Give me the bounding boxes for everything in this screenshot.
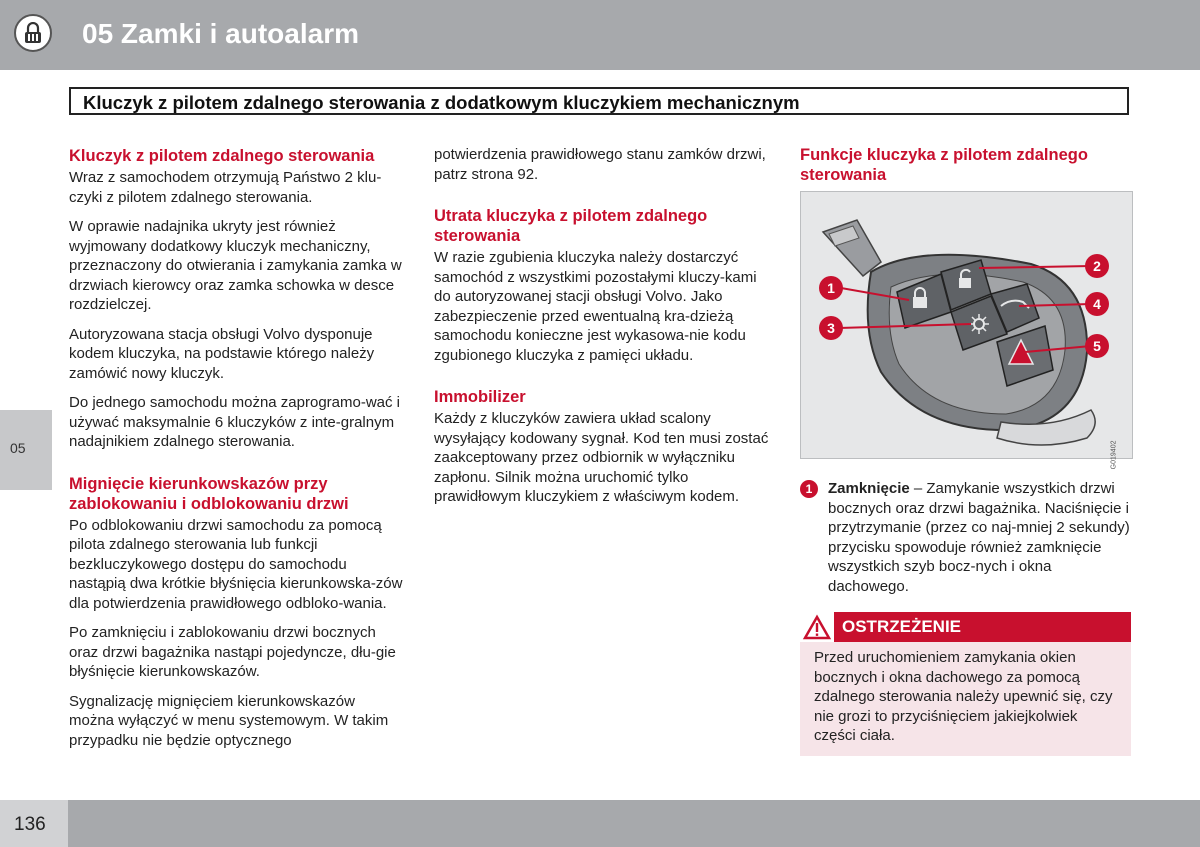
- callout-1-label: 1: [827, 280, 835, 296]
- chapter-side-tab: [0, 410, 52, 490]
- paragraph: Do jednego samochodu można zaprogramo-wać i używać maksymalnie 6 kluczyków z inte-gralnym nadajnikiem zdalnego sterowania.: [69, 394, 401, 450]
- section-title: Kluczyk z pilotem zdalnego sterowania z dodatkowym kluczykiem mechanicznym: [83, 92, 800, 113]
- callout-2: [1085, 254, 1109, 278]
- paragraph: Autoryzowana stacja obsługi Volvo dysponuje kodem kluczyka, na podstawie którego należy zamówić nowy kluczyk.: [69, 325, 375, 382]
- header-bar: [0, 0, 1200, 70]
- callout-2-label: 2: [1093, 258, 1101, 274]
- warning-text: Przed uruchomieniem zamykania okien bocznych i okna dachowego za pomocą zdalnego sterowania należy upewnić się, czy nie grozi to przyciśnięciem jakiejkolwiek części ciała.: [800, 642, 1131, 756]
- key-fob-illustration: [801, 192, 1134, 460]
- lock-icon: [14, 14, 52, 52]
- column-3: [800, 145, 1133, 756]
- warning-triangle-icon: [800, 612, 834, 642]
- callout-number: 1: [800, 480, 818, 498]
- paragraph: Po zamknięciu i zablokowaniu drzwi bocznych oraz drzwi bagażnika nastąpi pojedyncze, dłu-gie błyśnięcie kierunkowskazów.: [69, 624, 396, 680]
- paragraph: Wraz z samochodem otrzymują Państwo 2 klu-czyki z pilotem zdalnego sterowania.: [69, 169, 382, 206]
- callout-3: [819, 316, 843, 340]
- paragraph: W oprawie nadajnika ukryty jest również wyjmowany dodatkowy kluczyk mechaniczny, przeznaczony do otwierania i zamykania zamka w drzwiach kierowcy oraz zamka schowka w desce rozdzielczej.: [69, 218, 402, 313]
- heading-turn-signals: Mignięcie kierunkowskazów przy zablokowaniu i odblokowaniu drzwi: [69, 474, 349, 513]
- warning-box: [800, 612, 1131, 756]
- callout-5-label: 5: [1093, 338, 1101, 354]
- callout-5: [1085, 334, 1109, 358]
- callout-item-title: Zamknięcie: [828, 480, 910, 497]
- key-fob-figure: [800, 191, 1133, 469]
- paragraph: potwierdzenia prawidłowego stanu zamków drzwi, patrz strona 92.: [434, 146, 766, 183]
- paragraph: Po odblokowaniu drzwi samochodu za pomocą pilota zdalnego sterowania lub funkcji bezkluczykowego dostępu do samochodu nastąpią dwa krótkie błyśnięcia kierunkowska-zów dla potwierdzenia prawidłowego odbloko-wania.: [69, 516, 403, 612]
- callout-1: [819, 276, 843, 300]
- paragraph: Każdy z kluczyków zawiera układ scalony wysyłający kodowany sygnał. Kod ten musi zostać zaakceptowany przez odbiornik w wyłączniku zapłonu. Silnik można uruchomić tylko prawidłowym kluczykiem z właściwym kodem.: [434, 410, 769, 505]
- callout-4-label: 4: [1093, 296, 1101, 312]
- heading-immobilizer: Immobilizer: [434, 388, 526, 406]
- callout-3-label: 3: [827, 320, 835, 336]
- heading-lost-key: Utrata kluczyka z pilotem zdalnego sterowania: [434, 207, 708, 245]
- chapter-title: 05 Zamki i autoalarm: [82, 18, 360, 49]
- paragraph: W razie zgubienia kluczyka należy dostarczyć samochód z wszystkimi pozostałymi kluczy-kami do autoryzowanej stacji obsługi Volvo. Jako zabezpieczenie przed ewentualną kra-dzieżą samochodu konieczne jest wykasowa-nie kodu zgubionego kluczyka z pamięci układu.: [434, 249, 757, 364]
- column-2: [434, 145, 769, 517]
- footer-bar: [0, 800, 1200, 847]
- callout-item-1: [800, 479, 1133, 596]
- warning-header: [800, 612, 1131, 642]
- heading-remote-key: Kluczyk z pilotem zdalnego sterowania: [69, 147, 375, 165]
- paragraph: Sygnalizację mignięciem kierunkowskazów można wyłączyć w menu systemowym. W takim przypadku nie będzie optycznego: [69, 692, 389, 749]
- figure-code: G019402: [1110, 440, 1118, 469]
- column-1: [69, 146, 404, 760]
- page-number: 136: [14, 814, 46, 835]
- chapter-icon-cell: [0, 0, 70, 70]
- callout-4: [1085, 292, 1109, 316]
- callout-item-text: – Zamykanie wszystkich drzwi bocznych oraz drzwi bagażnika. Naciśnięcie i przytrzymanie (przez co naj-mniej 2 sekundy) przycisku spowoduje również zamknięcie wszystkich szyb bocz-nych i okna dachowego.: [828, 480, 1130, 595]
- warning-title: OSTRZEŻENIE: [842, 617, 962, 636]
- chapter-side-tab-label: 05: [10, 440, 26, 456]
- heading-key-functions: Funkcje kluczyka z pilotem zdalnego sterowania: [800, 146, 1088, 184]
- section-title-box: [69, 87, 1129, 115]
